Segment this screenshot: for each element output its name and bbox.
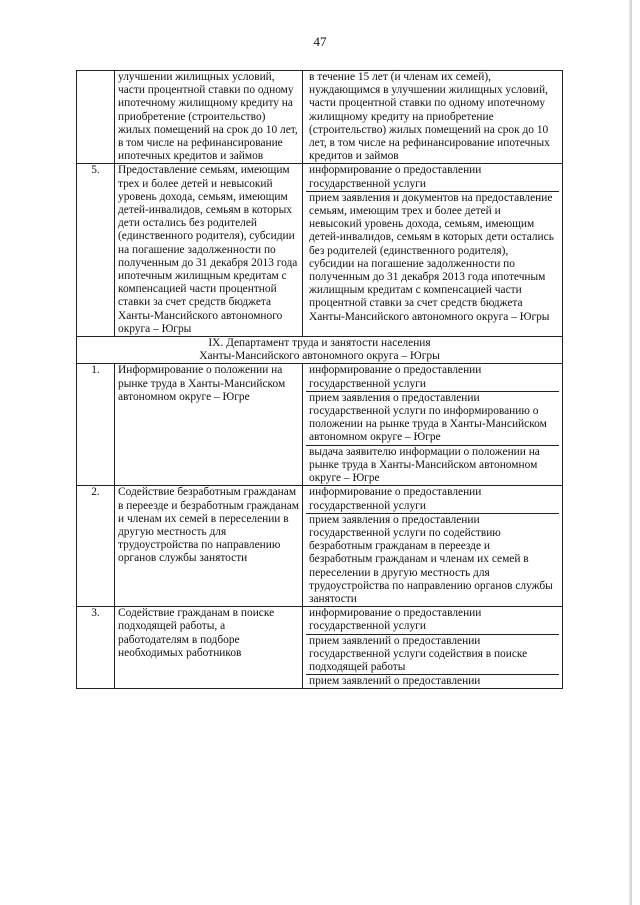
stage-item: информирование о предоставлении государственной услуги — [306, 607, 559, 634]
stages-cell — [303, 607, 563, 689]
table-row — [77, 71, 563, 164]
table-row — [77, 607, 563, 689]
services-table — [76, 70, 563, 689]
stage-item: информирование о предоставлении государственной услуги — [306, 364, 559, 391]
section-title-line-2: Ханты-Мансийского автономного округа – Югры — [199, 350, 440, 363]
table-row — [77, 364, 563, 486]
section-title-line-1: IX. Департамент труда и занятости населения — [208, 337, 431, 350]
service-name: улучшении жилищных условий, части процентной ставки по одному ипотечному жилищному кредиту на приобретение (строительство) жилых помещений на срок до 10 лет, в том числе на рефинансирование ипотечных кредитов и займов — [115, 71, 303, 164]
stage-item: прием заявлений о предоставлении государственной услуги содействия в поиске подходящей работы — [306, 635, 559, 676]
row-number — [77, 71, 115, 164]
service-name: Содействие гражданам в поиске подходящей работы, а работодателям в подборе необходимых работников — [115, 607, 303, 689]
row-number: 2. — [77, 486, 115, 607]
table-row — [77, 486, 563, 607]
stages-cell — [303, 71, 563, 164]
stage-item: информирование о предоставлении государственной услуги — [306, 486, 559, 513]
stages-cell — [303, 486, 563, 607]
row-number: 5. — [77, 164, 115, 337]
table-row — [77, 164, 563, 337]
stage-item: прием заявления о предоставлении государственной услуги по содействию безработным гражданам в переезде и безработным гражданам и членам их семей в переселении в другую местность для трудоустройства по направлению органов службы занятости — [309, 513, 553, 605]
section-header-row — [77, 337, 563, 364]
page-number: 47 — [313, 34, 327, 49]
stage-item: прием заявлений о предоставлении — [309, 675, 481, 688]
service-name: Информирование о положении на рынке труда в Ханты-Мансийском автономном округе – Югре — [115, 364, 303, 486]
service-name: Содействие безработным гражданам в переезде и безработным гражданам и членам их семей в переселении в другую местность для трудоустройства по направлению органов службы занятости — [115, 486, 303, 607]
stage-item: информирование о предоставлении государственной услуги — [306, 164, 559, 191]
section-header — [77, 337, 563, 364]
stage-item: прием заявления о предоставлении государственной услуги по информированию о положении на рынке труда в Ханты-Мансийском автономном округе – Югре — [306, 392, 559, 446]
service-name: Предоставление семьям, имеющим трех и более детей и невысокий уровень дохода, семьям, имеющим детей-инвалидов, семьям в которых дети остались без родителей (единственного родителя), субсидии на погашение задолженности по полученным до 31 декабря 2013 года ипотечным жилищным кредитам с компенсацией части процентной ставки за счет средств бюджета Ханты-Мансийского автономного округа – Югры — [115, 164, 303, 337]
row-number: 3. — [77, 607, 115, 689]
stage-item: выдача заявителю информации о положении на рынке труда в Ханты-Мансийском автономном округе – Югре — [309, 445, 540, 485]
stage-item: в течение 15 лет (и членам их семей), нуждающимся в улучшении жилищных условий, части процентной ставки по одному ипотечному жилищному кредиту на приобретение (строительство) жилых помещений на срок до 10 лет, в том числе на рефинансирование ипотечных кредитов и займов — [309, 71, 550, 163]
row-number: 1. — [77, 364, 115, 486]
scan-edge-shadow — [629, 0, 632, 905]
stages-cell — [303, 164, 563, 337]
stage-item: прием заявления и документов на предоставление семьям, имеющим трех и более детей и невысокий уровень дохода, семьям, имеющим детей-инвалидов, семьям в которых дети остались без родителей (единственного родителя), субсидии на погашение задолженности по полученным до 31 декабря 2013 года ипотечным жилищным кредитам с компенсацией части процентной ставки за счет средств бюджета Ханты-Мансийского автономного округа – Югры — [309, 191, 554, 323]
stages-cell — [303, 364, 563, 486]
